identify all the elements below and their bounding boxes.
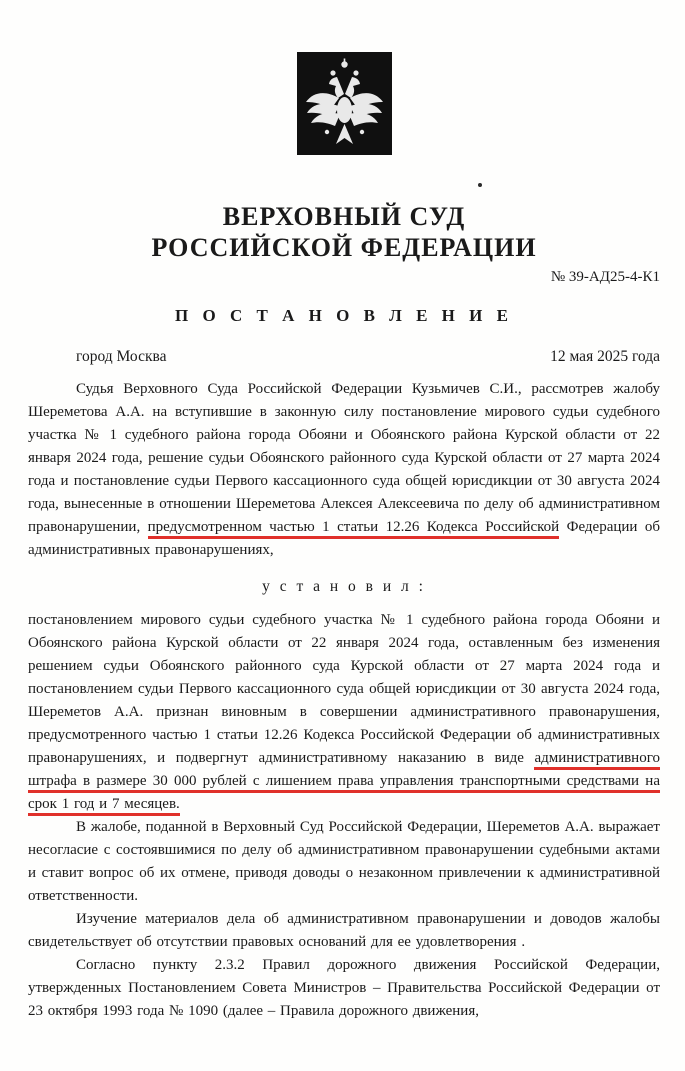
court-title-line1: ВЕРХОВНЫЙ СУД (222, 202, 466, 231)
document-title: П О С Т А Н О В Л Е Н И Е (175, 306, 513, 325)
ustanovil-heading: у с т а н о в и л : (262, 578, 426, 595)
russia-coat-of-arms-icon (297, 52, 392, 155)
emblem-container (28, 52, 660, 155)
paragraph-intro-tail: Федерации об административных правонарушениях, (28, 519, 660, 558)
red-underlined-penalty: административного штрафа в размере 30 000 рублей с лишением права управления транспортными средствами на срок 1 год и 7 месяцев. (28, 750, 660, 816)
court-title (28, 201, 660, 263)
paragraph-ruling (28, 609, 660, 816)
document-body (28, 378, 660, 1023)
paragraph-intro-text: Судья Верховного Суда Российской Федерации Кузьмичев С.И., рассмотрев жалобу Шереметова А.А. на вступившие в законную силу постановление мирового судьи судебного участка № 1 судебного района города Обояни и Обоянского района Курской области от 22 января 2024 года, решение судьи Обоянского районного суда Курской области от 27 марта 2024 года и постановление судьи Первого кассационного суда общей юрисдикции от 30 августа 2024 года, вынесенные в отношении Шереметова Алексея Алексеевича по делу об административном правонарушении, (28, 381, 660, 535)
paragraph-complaint: В жалобе, поданной в Верховный Суд Российской Федерации, Шереметов А.А. выражает несогласие с состоявшимися по делу об административном правонарушении судебными актами и ставит вопрос об их отмене, приводя доводы о незаконном привлечении к административной ответственности. (28, 819, 660, 904)
paragraph-review: Изучение материалов дела об административном правонарушении и доводов жалобы свидетельствует об отсутствии правовых оснований для ее удовлетворения . (28, 911, 660, 950)
paragraph-traffic-rules: Согласно пункту 2.3.2 Правил дорожного движения Российской Федерации, утвержденных Постановлением Совета Министров – Правительства Российской Федерации от 23 октября 1993 года № 1090 (далее – Правила дорожного движения, (28, 957, 660, 1019)
court-title-line2: РОССИЙСКОЙ ФЕДЕРАЦИИ (151, 233, 537, 262)
case-number: № 39-АД25-4-К1 (550, 269, 660, 285)
paragraph-intro (28, 378, 660, 562)
city-label: город Москва (76, 348, 167, 365)
paragraph-ruling-text: постановлением мирового судьи судебного участка № 1 судебного района города Обояни и Обоянского района Курской области от 22 января 2024 года, оставленным без изменения решением судьи Обоянского районного суда Курской области от 27 марта 2024 года и постановлением судьи Первого кассационного суда общей юрисдикции от 30 августа 2024 года, Шереметов А.А. признан виновным в совершении административного правонарушения, предусмотренного частью 1 статьи 12.26 Кодекса Российской Федерации об административных правонарушениях, и подвергнут административному наказанию в виде (28, 612, 660, 766)
scan-artifact-dot (478, 183, 482, 187)
date-label: 12 мая 2025 года (550, 348, 660, 365)
red-underlined-article-reference: предусмотренном частью 1 статьи 12.26 Кодекса Российской (148, 519, 560, 539)
place-date-row (28, 348, 660, 366)
